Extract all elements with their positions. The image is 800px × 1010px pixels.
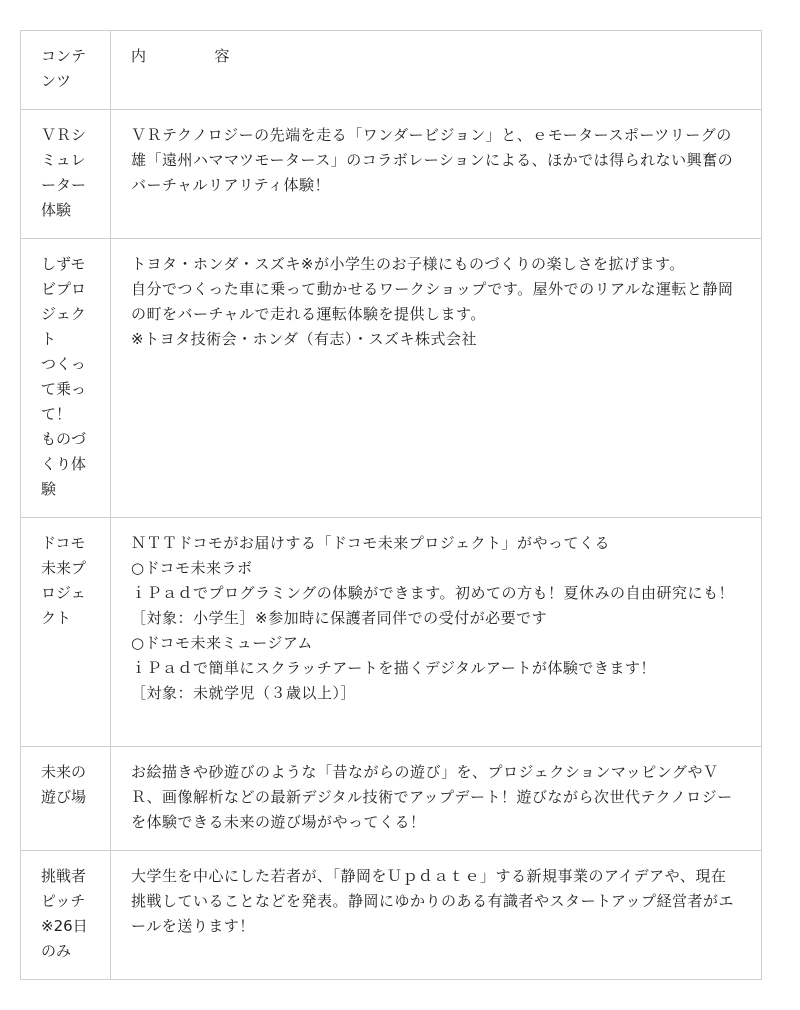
row-desc-cell — [111, 110, 762, 239]
row-label: ドコモ未来プロジェクト — [41, 534, 87, 627]
row-label-cell — [21, 239, 111, 518]
header-content-char-2: 容 — [214, 47, 231, 65]
row-label-cell — [21, 110, 111, 239]
header-label-cell — [21, 31, 111, 110]
row-label: 挑戦者ピッチ※26日のみ — [41, 867, 88, 960]
row-label-cell — [21, 518, 111, 747]
row-label-cell — [21, 747, 111, 851]
row-desc-cell — [111, 239, 762, 518]
row-desc: トヨタ・ホンダ・スズキ※が小学生のお子様にものづくりの楽しさを拡げます。 自分でつくった車に乗って動かせるワークショップです。屋外でのリアルな運転と静岡の町をバーチャルで走れる運転体験を提供します。 ※トヨタ技術会・ホンダ（有志）・スズキ株式会社 — [131, 255, 734, 348]
table-row — [21, 110, 762, 239]
table-row — [21, 747, 762, 851]
header-content-cell — [111, 31, 762, 110]
row-desc-cell — [111, 518, 762, 747]
table-row — [21, 239, 762, 518]
row-label: 未来の遊び場 — [41, 763, 87, 806]
row-desc: ＶＲテクノロジーの先端を走る「ワンダービジョン」と、ｅモータースポーツリーグの雄「遠州ハママツモータース」のコラボレーションによる、ほかでは得られない興奮のバーチャルリアリティ体験！ — [131, 126, 734, 194]
row-desc: お絵描きや砂遊びのような「昔ながらの遊び」を、プロジェクションマッピングやＶＲ、画像解析などの最新デジタル技術でアップデート！遊びながら次世代テクノロジーを体験できる未来の遊び場がやってくる！ — [131, 763, 733, 831]
table-header-row — [21, 31, 762, 110]
row-desc-cell — [111, 851, 762, 980]
table-row — [21, 518, 762, 747]
table-row — [21, 851, 762, 980]
row-label: しずモビプロジェクト つくって乗って！ ものづくり体験 — [41, 255, 87, 498]
row-label: ＶＲシミュレーター体験 — [41, 126, 87, 219]
header-label: コンテンツ — [41, 47, 87, 90]
row-desc-cell — [111, 747, 762, 851]
row-desc: 大学生を中心にした若者が、「静岡をＵｐｄａｔｅ」する新規事業のアイデアや、現在挑戦していることなどを発表。静岡にゆかりのある有識者やスタートアップ経営者がエールを送ります！ — [131, 867, 735, 935]
header-content-char-1: 内 — [131, 47, 147, 65]
row-label-cell — [21, 851, 111, 980]
content-table — [20, 30, 762, 980]
row-desc: ＮＴＴドコモがお届けする「ドコモ未来プロジェクト」がやってくる ○ドコモ未来ラボ ｉＰａｄでプログラミングの体験ができます。初めての方も！夏休みの自由研究にも！ ［対象：小学生］※参加時に保護者同伴での受付が必要です ○ドコモ未来ミュージアム ｉＰａｄで簡単にスクラッチアートを描くデジタルアートが体験できます！ ［対象：未就学児（３歳以上）］ — [131, 534, 735, 702]
